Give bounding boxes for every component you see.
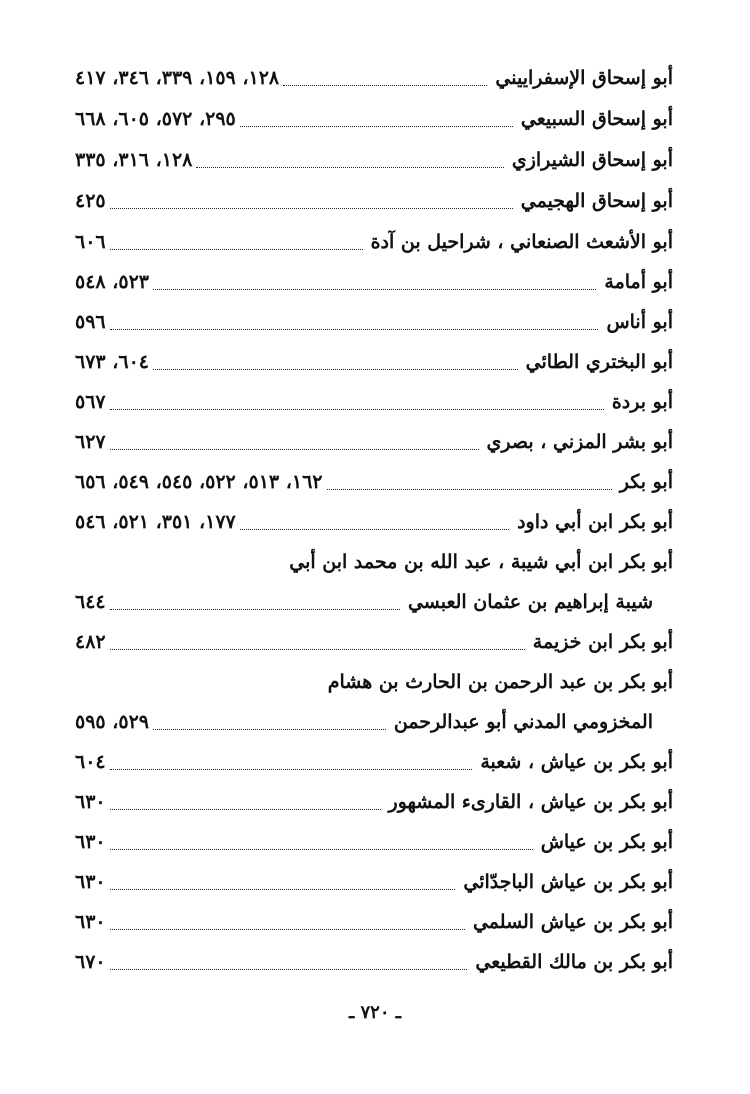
- index-entry: [75, 226, 673, 258]
- entry-pages: ١٢٨، ١٥٩، ٣٣٩، ٣٤٦، ٤١٧: [75, 67, 280, 89]
- entry-pages: ٦٠٤: [75, 751, 106, 773]
- entry-name: أبو بكر: [619, 471, 673, 493]
- dot-leader: [153, 369, 518, 370]
- entry-name: أبو أناس: [606, 311, 673, 333]
- dot-leader: [110, 249, 363, 250]
- index-entry: [75, 546, 673, 578]
- entry-pages: ٥٩٦: [75, 311, 106, 333]
- dot-leader: [110, 769, 473, 770]
- entry-name: أبو بردة: [611, 391, 673, 413]
- index-entry: [75, 786, 673, 818]
- entry-name: المخزومي المدني أبو عبدالرحمن: [393, 711, 653, 733]
- index-entry: [75, 346, 673, 378]
- entry-name: أبو إسحاق السبيعي: [520, 108, 673, 130]
- page-number: ـ ٧٢٠ ـ: [348, 1002, 402, 1023]
- entry-name: أبو بكر بن عياش ، شعبة: [480, 751, 673, 773]
- index-entry: [75, 946, 673, 978]
- entry-pages: ٦٠٦: [75, 231, 106, 253]
- entry-pages: ٦٤٤: [75, 591, 106, 613]
- entry-name: أبو بكر بن عياش السلمي: [472, 911, 673, 933]
- index-entry: [75, 506, 673, 538]
- entry-pages: ٦٧٠: [75, 951, 106, 973]
- index-entry: [75, 746, 673, 778]
- dot-leader: [110, 889, 456, 890]
- index-entry: [75, 666, 673, 698]
- entry-pages: ٤٢٥: [75, 190, 106, 212]
- dot-leader: [153, 729, 386, 730]
- dot-leader: [110, 609, 400, 610]
- entry-name: أبو إسحاق الهجيمي: [520, 190, 673, 212]
- entry-pages: ٦٢٧: [75, 431, 106, 453]
- entry-name: أبو بكر بن عياش ، القارىء المشهور: [388, 791, 673, 813]
- entry-pages: ١٦٢، ٥١٣، ٥٢٢، ٥٤٥، ٥٤٩، ٦٥٦: [75, 471, 323, 493]
- entry-name: أبو بكر ابن أبي داود: [517, 511, 673, 533]
- entry-pages: ١٢٨، ٣١٦، ٣٣٥: [75, 149, 193, 171]
- dot-leader: [110, 409, 604, 410]
- index-entry: [75, 826, 673, 858]
- dot-leader: [110, 929, 465, 930]
- dot-leader: [153, 289, 596, 290]
- entry-pages: ٤٨٢: [75, 631, 106, 653]
- entry-name: أبو بشر المزني ، بصري: [486, 431, 673, 453]
- entry-name: أبو البختري الطائي: [525, 351, 673, 373]
- dot-leader: [240, 529, 509, 530]
- entry-name: أبو بكر بن مالك القطيعي: [475, 951, 673, 973]
- index-entry: [75, 386, 673, 418]
- entry-pages: ٦٣٠: [75, 791, 106, 813]
- dot-leader: [283, 85, 487, 86]
- entry-name: أبو بكر ابن أبي شيبة ، عبد الله بن محمد ابن أبي: [289, 551, 673, 573]
- index-entry: [75, 626, 673, 658]
- index-entry: [75, 266, 673, 298]
- dot-leader: [110, 208, 513, 209]
- entry-name: أبو بكر ابن خزيمة: [532, 631, 673, 653]
- index-entry: [75, 103, 673, 135]
- entry-name: أبو بكر بن عبد الرحمن بن الحارث بن هشام: [327, 671, 673, 693]
- entry-pages: ١٧٧، ٣٥١، ٥٢١، ٥٤٦: [75, 511, 236, 533]
- dot-leader: [327, 489, 612, 490]
- entry-pages: ٦٣٠: [75, 871, 106, 893]
- index-entry: [75, 706, 673, 738]
- entry-pages: ٥٦٧: [75, 391, 106, 413]
- dot-leader: [196, 167, 503, 168]
- index-entry: [75, 306, 673, 338]
- entry-name: أبو إسحاق الشيرازي: [511, 149, 673, 171]
- index-entry: [75, 185, 673, 217]
- index-entry: [75, 906, 673, 938]
- entry-pages: ٢٩٥، ٥٧٢، ٦٠٥، ٦٦٨: [75, 108, 236, 130]
- entry-pages: ٦٣٠: [75, 911, 106, 933]
- entry-name: أبو أمامة: [604, 271, 673, 293]
- entry-pages: ٦٠٤، ٦٧٣: [75, 351, 149, 373]
- index-entry: [75, 586, 673, 618]
- dot-leader: [110, 329, 599, 330]
- index-entry: [75, 62, 673, 94]
- dot-leader: [110, 809, 381, 810]
- dot-leader: [110, 649, 525, 650]
- index-entry: [75, 466, 673, 498]
- index-entry: [75, 144, 673, 176]
- dot-leader: [110, 849, 533, 850]
- entry-pages: ٦٣٠: [75, 831, 106, 853]
- index-entry: [75, 866, 673, 898]
- entry-name: أبو إسحاق الإسفراييني: [495, 67, 673, 89]
- entry-pages: ٥٢٣، ٥٤٨: [75, 271, 149, 293]
- dot-leader: [110, 449, 479, 450]
- entry-name: أبو بكر بن عياش الباجدّائي: [463, 871, 673, 893]
- entry-name: شيبة إبراهيم بن عثمان العبسي: [407, 591, 653, 613]
- entry-name: أبو بكر بن عياش: [540, 831, 673, 853]
- index-entry: [75, 426, 673, 458]
- entry-name: أبو الأشعث الصنعاني ، شراحيل بن آدة: [370, 231, 673, 253]
- dot-leader: [240, 126, 513, 127]
- entry-pages: ٥٢٩، ٥٩٥: [75, 711, 149, 733]
- dot-leader: [110, 969, 468, 970]
